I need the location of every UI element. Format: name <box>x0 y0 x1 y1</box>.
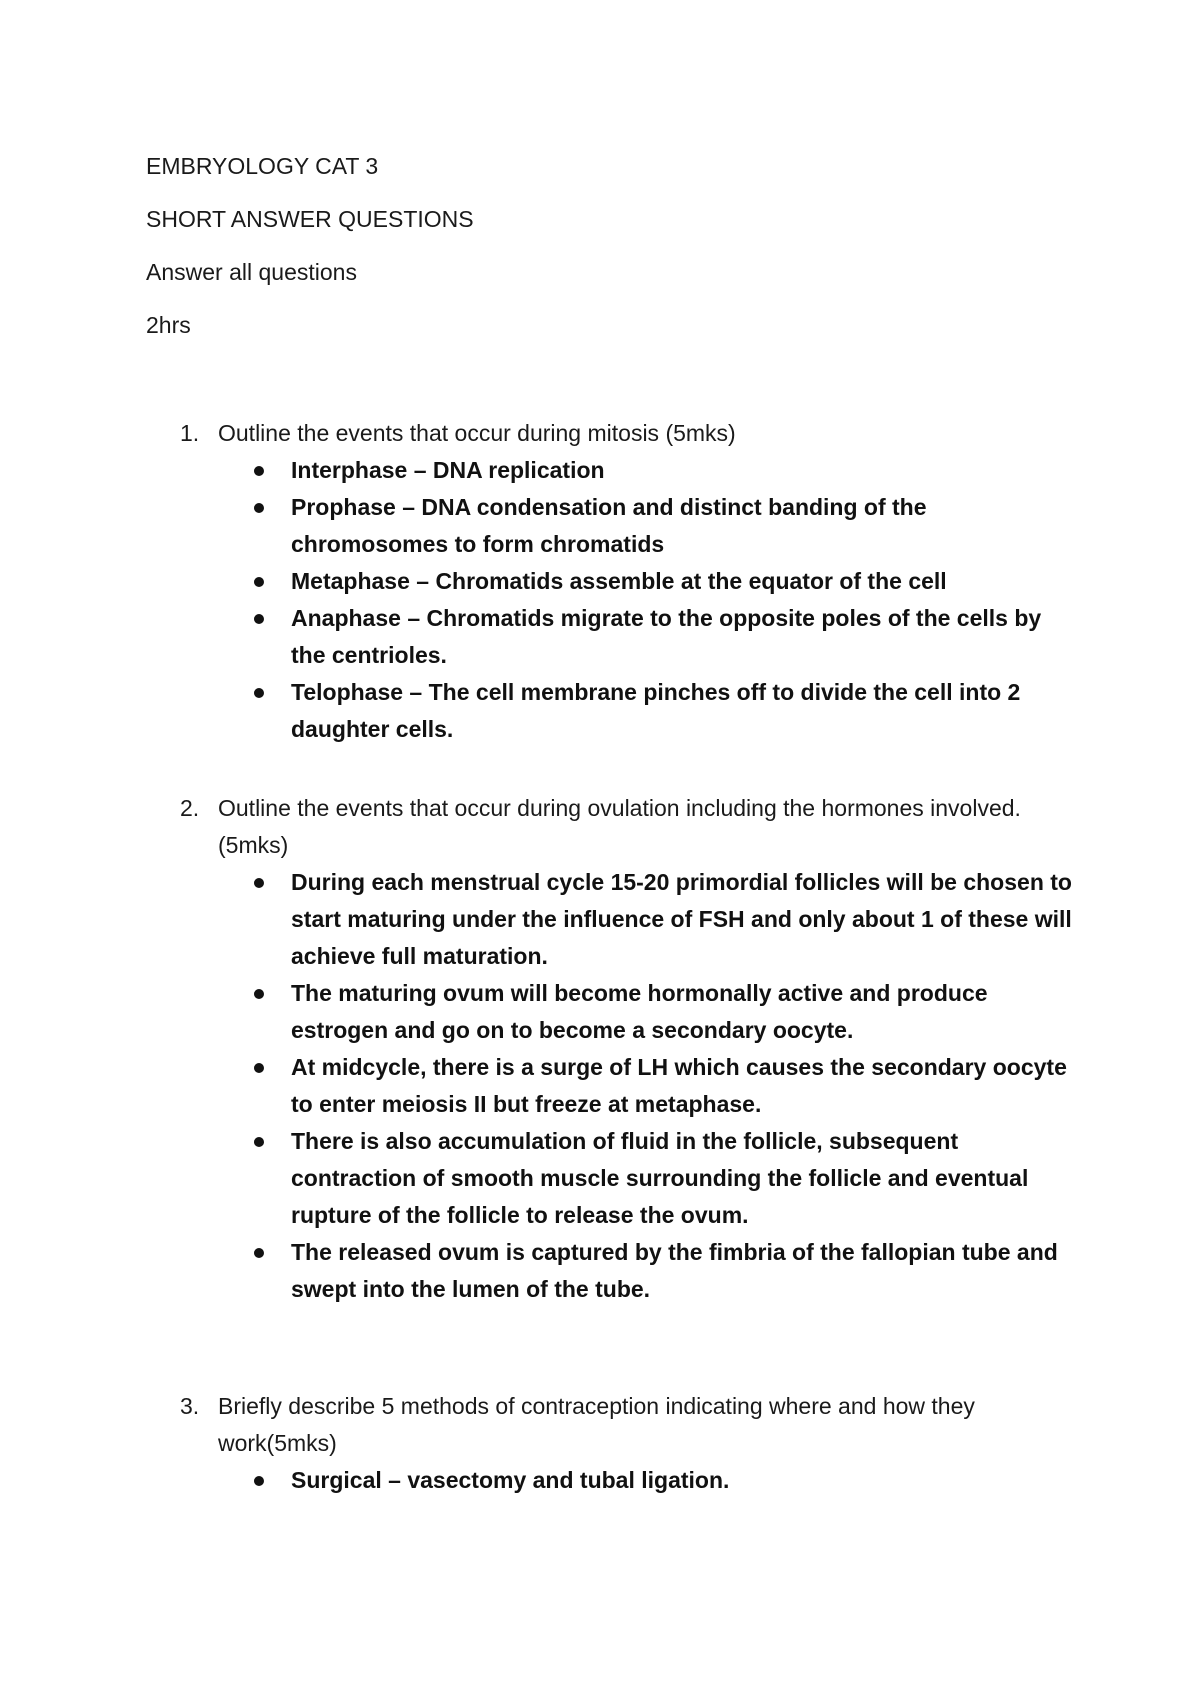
bullet-icon <box>254 614 264 624</box>
answer-text: The released ovum is captured by the fimbria of the fallopian tube and swept into the lumen of the tube. <box>291 1239 1058 1302</box>
question-text: Outline the events that occur during mitosis (5mks) <box>218 420 736 446</box>
instruction-text: Answer all questions <box>146 259 357 285</box>
question-text: Briefly describe 5 methods of contraception indicating where and how they work(5mks) <box>218 1393 975 1456</box>
answer-item <box>146 975 1086 1049</box>
answer-text: At midcycle, there is a surge of LH which causes the secondary oocyte to enter meiosis II but freeze at metaphase. <box>291 1054 1067 1117</box>
bullet-icon <box>254 466 264 476</box>
answer-item <box>146 489 1086 563</box>
answer-item <box>146 452 1086 489</box>
answer-item <box>146 1234 1086 1308</box>
question-2 <box>146 790 1086 1308</box>
answer-item <box>146 1123 1086 1234</box>
answer-item <box>146 1462 1086 1499</box>
bullet-icon <box>254 688 264 698</box>
answer-item <box>146 864 1086 975</box>
question-number: 3. <box>180 1393 200 1419</box>
bullet-icon <box>254 503 264 513</box>
answer-text: Telophase – The cell membrane pinches off to divide the cell into 2 daughter cells. <box>291 679 1021 742</box>
bullet-icon <box>254 1137 264 1147</box>
answer-text: Surgical – vasectomy and tubal ligation. <box>291 1467 730 1493</box>
duration-text: 2hrs <box>146 312 191 338</box>
answer-list <box>146 452 1086 748</box>
answer-text: During each menstrual cycle 15-20 primordial follicles will be chosen to start maturing under the influence of FSH and only about 1 of these will achieve full maturation. <box>291 869 1072 969</box>
answer-item <box>146 600 1086 674</box>
bullet-icon <box>254 1063 264 1073</box>
answer-text: The maturing ovum will become hormonally active and produce estrogen and go on to become a secondary oocyte. <box>291 980 988 1043</box>
question-heading <box>146 790 1086 864</box>
question-number: 1. <box>180 420 200 446</box>
bullet-icon <box>254 577 264 587</box>
question-number: 2. <box>180 795 200 821</box>
answer-text: Anaphase – Chromatids migrate to the opposite poles of the cells by the centrioles. <box>291 605 1042 668</box>
answer-item <box>146 674 1086 748</box>
answer-list <box>146 1462 1086 1499</box>
answer-text: Metaphase – Chromatids assemble at the equator of the cell <box>291 568 947 594</box>
answer-item <box>146 1049 1086 1123</box>
bullet-icon <box>254 1248 264 1258</box>
answer-text: Prophase – DNA condensation and distinct banding of the chromosomes to form chromatids <box>291 494 927 557</box>
answer-text: Interphase – DNA replication <box>291 457 605 483</box>
answer-list <box>146 864 1086 1308</box>
bullet-icon <box>254 1476 264 1486</box>
question-3 <box>146 1388 1086 1499</box>
question-heading <box>146 415 1086 452</box>
document-title: EMBRYOLOGY CAT 3 <box>146 153 379 179</box>
section-title: SHORT ANSWER QUESTIONS <box>146 206 474 232</box>
bullet-icon <box>254 989 264 999</box>
bullet-icon <box>254 878 264 888</box>
answer-item <box>146 563 1086 600</box>
question-1 <box>146 415 1086 748</box>
answer-text: There is also accumulation of fluid in the follicle, subsequent contraction of smooth muscle surrounding the follicle and eventual rupture of the follicle to release the ovum. <box>291 1128 1029 1228</box>
question-heading <box>146 1388 1086 1462</box>
question-text: Outline the events that occur during ovulation including the hormones involved. (5mks) <box>218 795 1021 858</box>
